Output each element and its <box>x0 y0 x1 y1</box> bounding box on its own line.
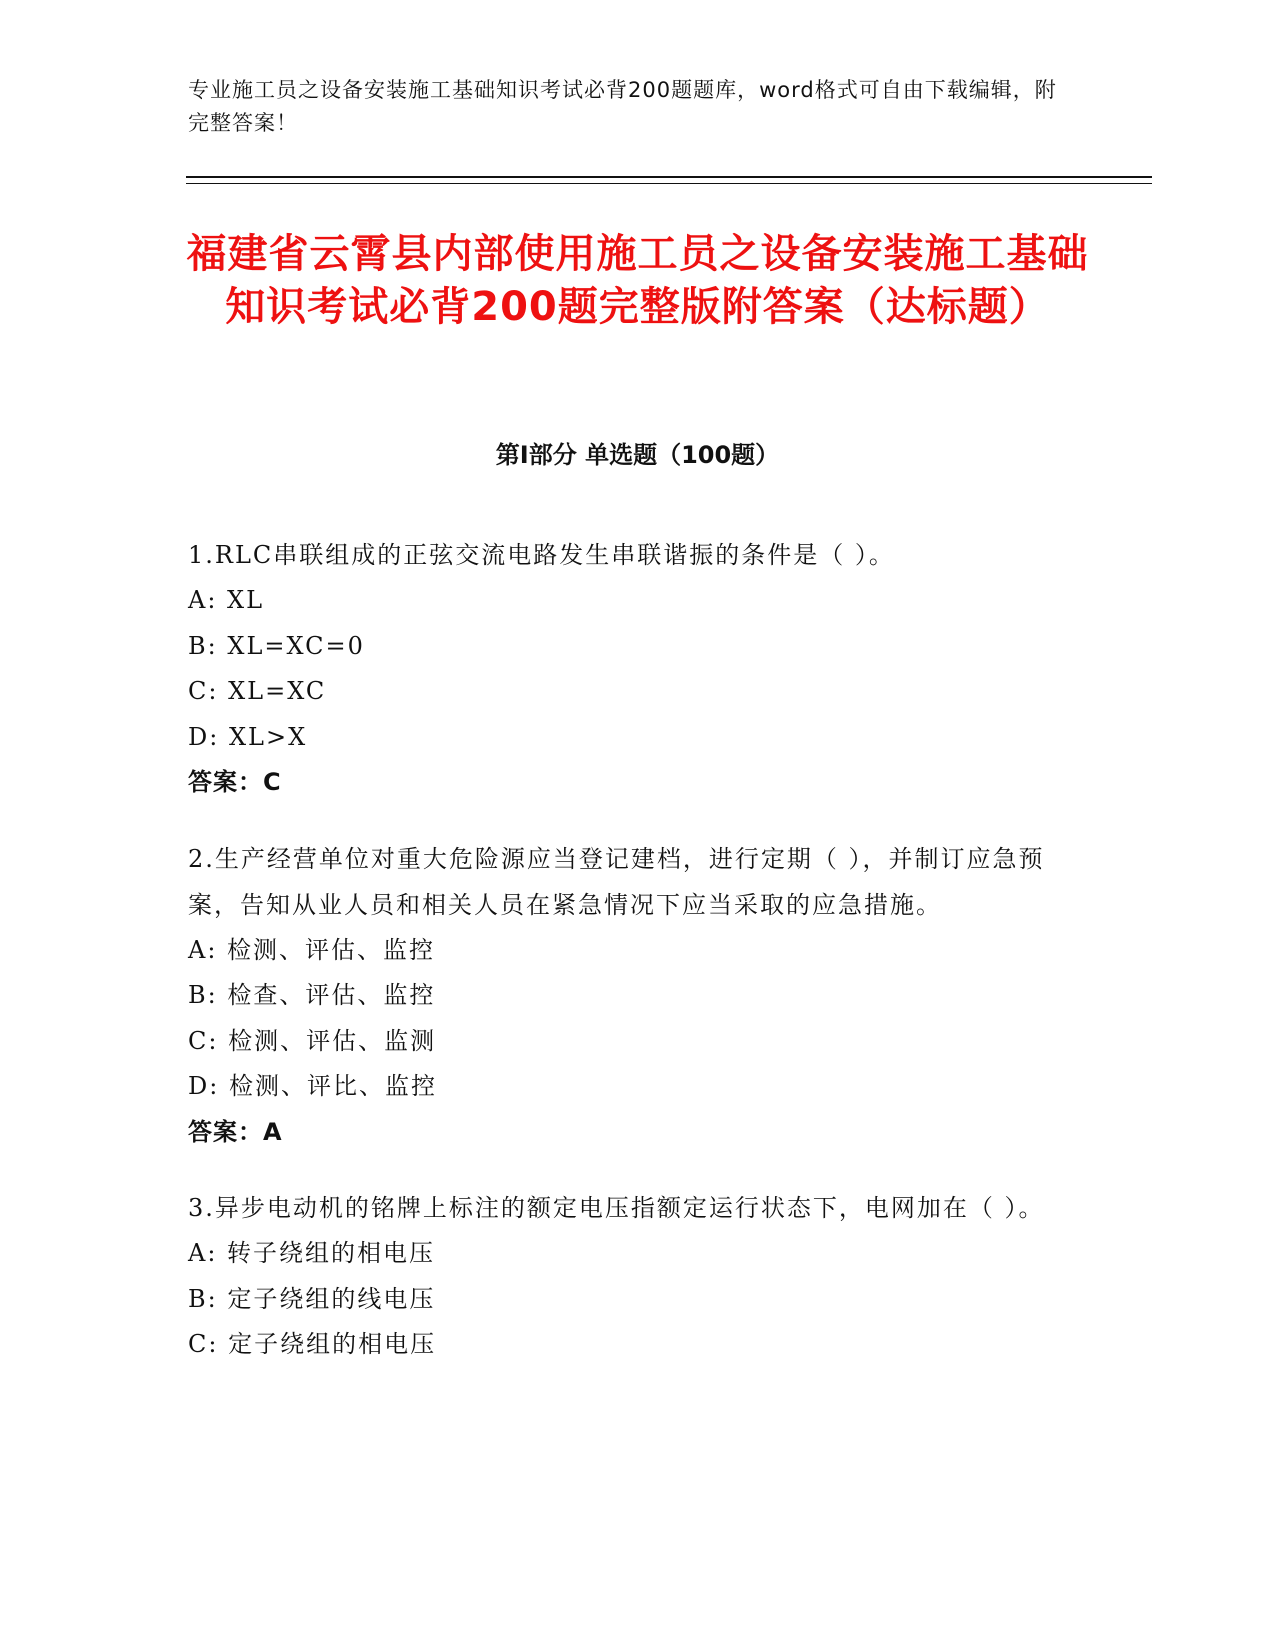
question-2 <box>188 836 1068 1156</box>
section-title: 第I部分 单选题（100题） <box>495 441 780 469</box>
answer: 答案：C <box>188 768 282 796</box>
document-title: 福建省云霄县内部使用施工员之设备安装施工基础知识考试必背200题完整版附答案（达标题） <box>186 231 1089 330</box>
option-c: C: 检测、评估、监测 <box>188 1026 437 1055</box>
answer: 答案：A <box>188 1117 283 1146</box>
question-3 <box>188 1185 1068 1368</box>
header-rule-thin <box>186 183 1152 184</box>
option-b: B: 检查、评估、监控 <box>188 981 436 1009</box>
option-a: A: XL <box>188 586 265 614</box>
header-note: 专业施工员之设备安装施工基础知识考试必背200题题库，word格式可自由下载编辑，附完整答案！ <box>188 78 1057 135</box>
header-rule-thick <box>186 176 1152 178</box>
question-stem: 3.异步电动机的铭牌上标注的额定电压指额定运行状态下，电网加在（ ）。 <box>188 1194 1045 1222</box>
option-a: A: 检测、评估、监控 <box>188 935 436 964</box>
option-a: A: 转子绕组的相电压 <box>188 1239 436 1267</box>
question-stem: 1.RLC串联组成的正弦交流电路发生串联谐振的条件是（ ）。 <box>188 541 895 569</box>
option-c: C: XL=XC <box>188 677 327 705</box>
question-1 <box>188 532 1068 806</box>
question-list <box>188 532 1068 1398</box>
option-d: D: XL>X <box>188 722 308 751</box>
option-b: B: 定子绕组的线电压 <box>188 1284 436 1313</box>
option-c: C: 定子绕组的相电压 <box>188 1330 437 1358</box>
option-d: D: 检测、评比、监控 <box>188 1072 437 1100</box>
question-stem: 2.生产经营单位对重大危险源应当登记建档，进行定期（ ），并制订应急预案，告知从业人员和相关人员在紧急情况下应当采取的应急措施。 <box>188 844 1045 919</box>
option-b: B: XL=XC=0 <box>188 631 365 660</box>
